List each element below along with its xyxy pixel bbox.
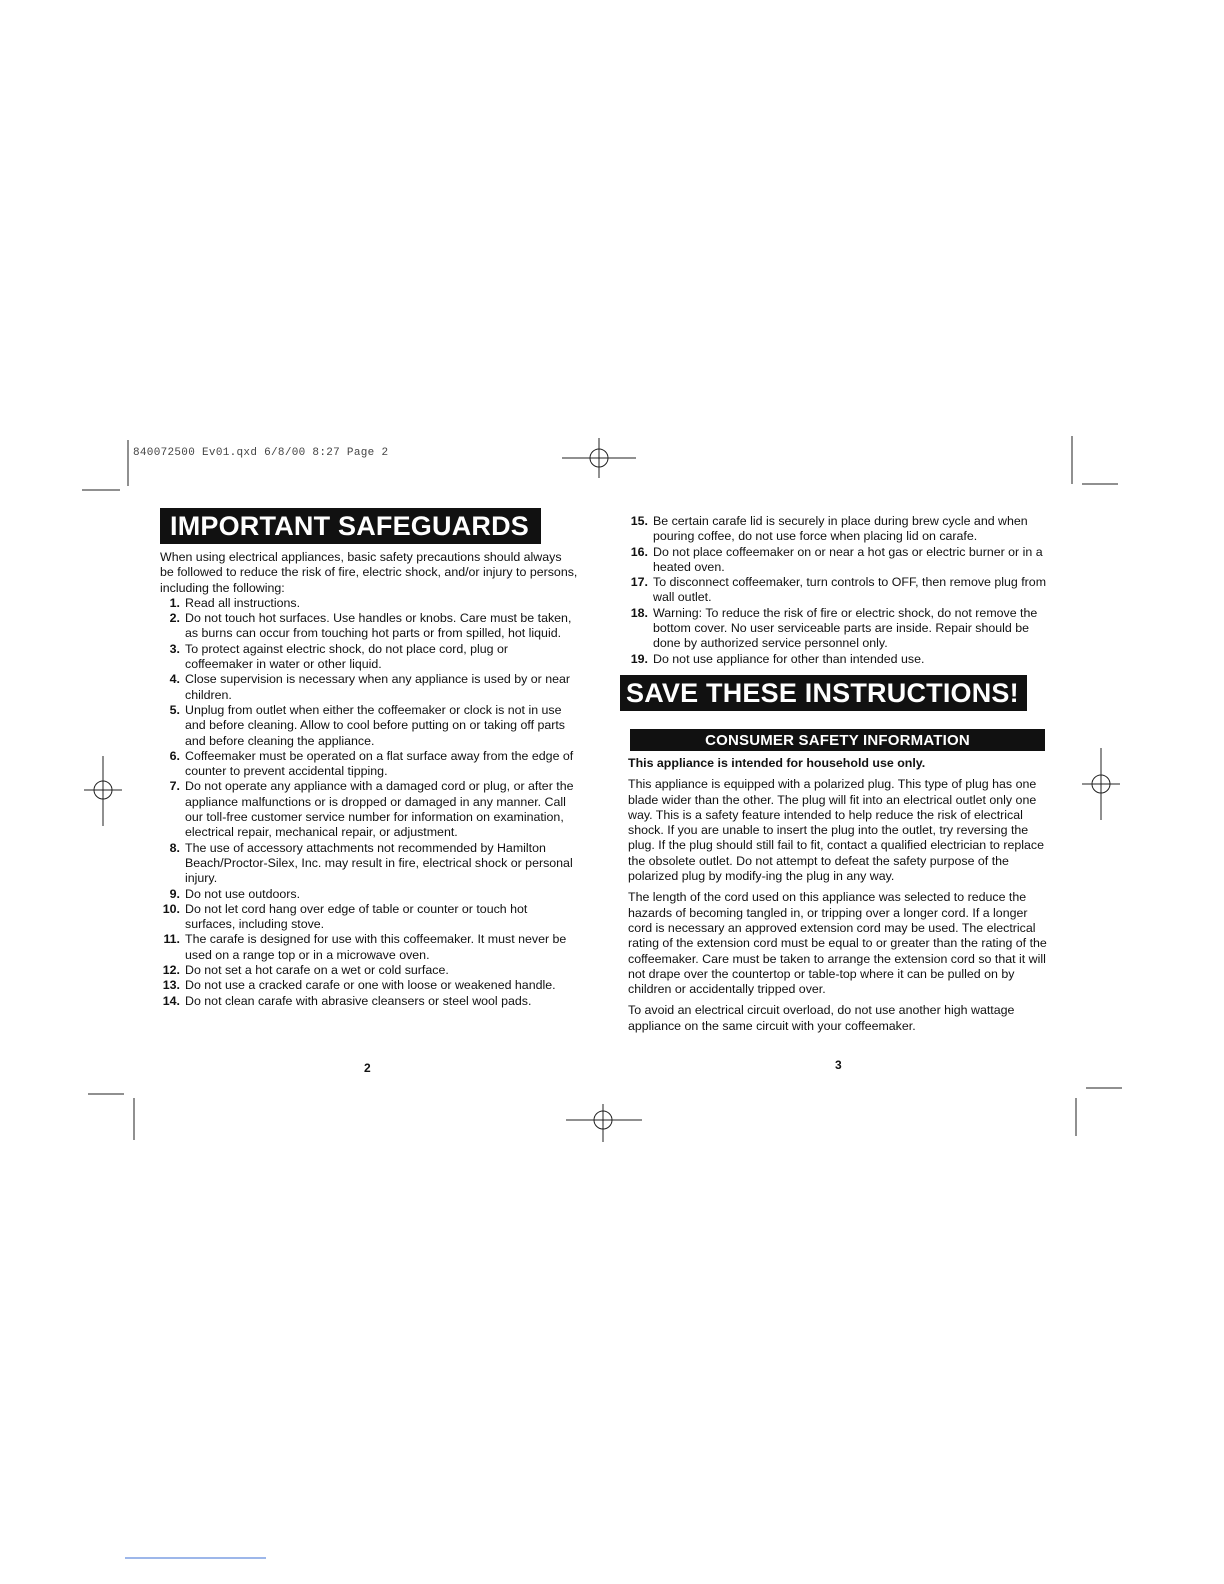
item-text: Coffeemaker must be operated on a flat surface away from the edge of counter to prevent accidental tipping. xyxy=(185,748,574,779)
item-number: 7. xyxy=(169,779,180,794)
list-item xyxy=(160,978,578,993)
page-number-left: 2 xyxy=(364,1061,371,1075)
list-item xyxy=(160,963,578,978)
item-number: 6. xyxy=(169,748,180,763)
safeguards-list-continued xyxy=(628,514,1048,667)
list-item xyxy=(628,545,1048,576)
item-number: 4. xyxy=(169,672,180,687)
household-use-line: This appliance is intended for household use only. xyxy=(628,755,926,770)
item-number: 10. xyxy=(162,901,180,916)
item-text: Unplug from outlet when either the coffeemaker or clock is not in use and before cleaning. Allow to cool before putting on or taking off parts and before cleaning the appliance. xyxy=(185,702,566,748)
item-text: To disconnect coffeemaker, turn controls to OFF, then remove plug from wall outlet. xyxy=(653,575,1047,605)
item-number: 15. xyxy=(630,514,648,528)
cord-length-paragraph: The length of the cord used on this appliance was selected to reduce the hazards of becoming tangled in, or tripping over a longer cord. If a longer cord is necessary an approved extension cord may be used. The electrical rating of the extension cord must be equal to or greater than the rating of the coffeemaker. Care must be taken to arrange the extension cord so that it will not drape over the countertop or table-top where it can be pulled on by children or accidentally tripped over. xyxy=(628,890,1047,997)
item-text: Warning: To reduce the risk of fire or electric shock, do not remove the bottom cover. No user serviceable parts are inside. Repair should be done by authorized service personnel only. xyxy=(653,605,1038,651)
safeguards-intro: When using electrical appliances, basic safety precautions should always be followed to reduce the risk of fire, electric shock, and/or injury to persons, including the following: xyxy=(160,550,578,595)
item-number: 11. xyxy=(163,932,180,947)
list-item xyxy=(160,841,578,887)
item-text: Do not let cord hang over edge of table or counter or touch hot surfaces, including stove. xyxy=(185,901,528,932)
list-item xyxy=(160,887,578,902)
registration-mark-left xyxy=(84,756,122,826)
safeguards-list xyxy=(160,596,578,1009)
item-text: Do not use a cracked carafe or one with loose or weakened handle. xyxy=(185,978,556,993)
left-page xyxy=(160,508,578,1009)
list-item xyxy=(160,749,578,780)
item-text: Do not touch hot surfaces. Use handles or knobs. Care must be taken, as burns can occur from touching hot parts or from spilled, hot liquid. xyxy=(185,611,572,641)
item-text: To protect against electric shock, do not place cord, plug or coffeemaker in water or other liquid. xyxy=(185,641,509,672)
item-text: Do not use outdoors. xyxy=(185,886,301,901)
list-item xyxy=(160,596,578,611)
important-safeguards-heading: IMPORTANT SAFEGUARDS xyxy=(160,508,541,544)
list-item xyxy=(160,642,578,673)
item-number: 3. xyxy=(169,641,180,656)
list-item xyxy=(160,932,578,963)
item-number: 8. xyxy=(169,840,180,855)
item-number: 12. xyxy=(162,963,180,978)
item-text: Close supervision is necessary when any appliance is used by or near children. xyxy=(185,672,571,702)
list-item xyxy=(160,703,578,749)
list-item xyxy=(160,994,578,1009)
list-item xyxy=(160,779,578,840)
item-number: 9. xyxy=(169,886,180,901)
item-number: 2. xyxy=(169,611,180,626)
item-text: The carafe is designed for use with this coffeemaker. It must never be used on a range top or in a microwave oven. xyxy=(185,932,567,962)
item-number: 14. xyxy=(162,993,180,1008)
list-item xyxy=(628,606,1048,652)
file-slug: 840072500 Ev01.qxd 6/8/00 8:27 Page 2 xyxy=(133,447,389,459)
item-number: 5. xyxy=(169,702,180,717)
registration-mark-top xyxy=(562,438,636,478)
consumer-safety-heading: CONSUMER SAFETY INFORMATION xyxy=(630,729,1045,751)
item-text: Do not clean carafe with abrasive cleansers or steel wool pads. xyxy=(185,993,532,1008)
save-instructions-banner: SAVE THESE INSTRUCTIONS! xyxy=(620,675,1027,711)
item-text: The use of accessory attachments not recommended by Hamilton Beach/Proctor-Silex, Inc. may result in fire, electrical shock or personal injury. xyxy=(185,840,573,886)
list-item xyxy=(160,902,578,933)
item-text: Do not operate any appliance with a damaged cord or plug, or after the appliance malfunctions or is dropped or damaged in any manner. Call our toll-free customer service number for information on examination, electrical repair, mechanical repair, or adjustment. xyxy=(185,779,574,840)
list-item xyxy=(628,575,1048,606)
item-text: Do not place coffeemaker on or near a hot gas or electric burner or in a heated oven. xyxy=(653,544,1043,574)
registration-mark-bottom xyxy=(566,1104,642,1142)
list-item xyxy=(628,652,1048,667)
item-text: Read all instructions. xyxy=(185,595,301,610)
item-number: 17. xyxy=(630,575,648,590)
registration-mark-right xyxy=(1082,748,1120,820)
item-text: Do not set a hot carafe on a wet or cold surface. xyxy=(185,963,449,978)
item-number: 13. xyxy=(162,978,180,993)
item-number: 18. xyxy=(630,605,648,620)
list-item xyxy=(628,514,1048,545)
list-item xyxy=(160,672,578,703)
page-number-right: 3 xyxy=(835,1058,842,1072)
item-number: 16. xyxy=(630,544,648,559)
polarized-plug-paragraph: This appliance is equipped with a polarized plug. This type of plug has one blade wider than the other. The plug will fit into an electrical outlet only one way. This is a safety feature intended to help reduce the risk of electrical shock. If you are unable to insert the plug into the outlet, try reversing the plug. If the plug should still fail to fit, contact a qualified electrician to replace the obsolete outlet. Do not attempt to defeat the safety purpose of the polarized plug by modify-ing the plug in any way. xyxy=(628,777,1045,884)
right-page xyxy=(628,514,1048,1040)
circuit-overload-paragraph: To avoid an electrical circuit overload, do not use another high wattage appliance on the same circuit with your coffeemaker. xyxy=(628,1003,1015,1033)
item-number: 1. xyxy=(169,595,180,610)
item-text: Do not use appliance for other than intended use. xyxy=(653,651,925,666)
list-item xyxy=(160,611,578,642)
item-text: Be certain carafe lid is securely in place during brew cycle and when pouring coffee, do not use force when placing lid on carafe. xyxy=(653,514,1028,544)
item-number: 19. xyxy=(630,651,648,666)
